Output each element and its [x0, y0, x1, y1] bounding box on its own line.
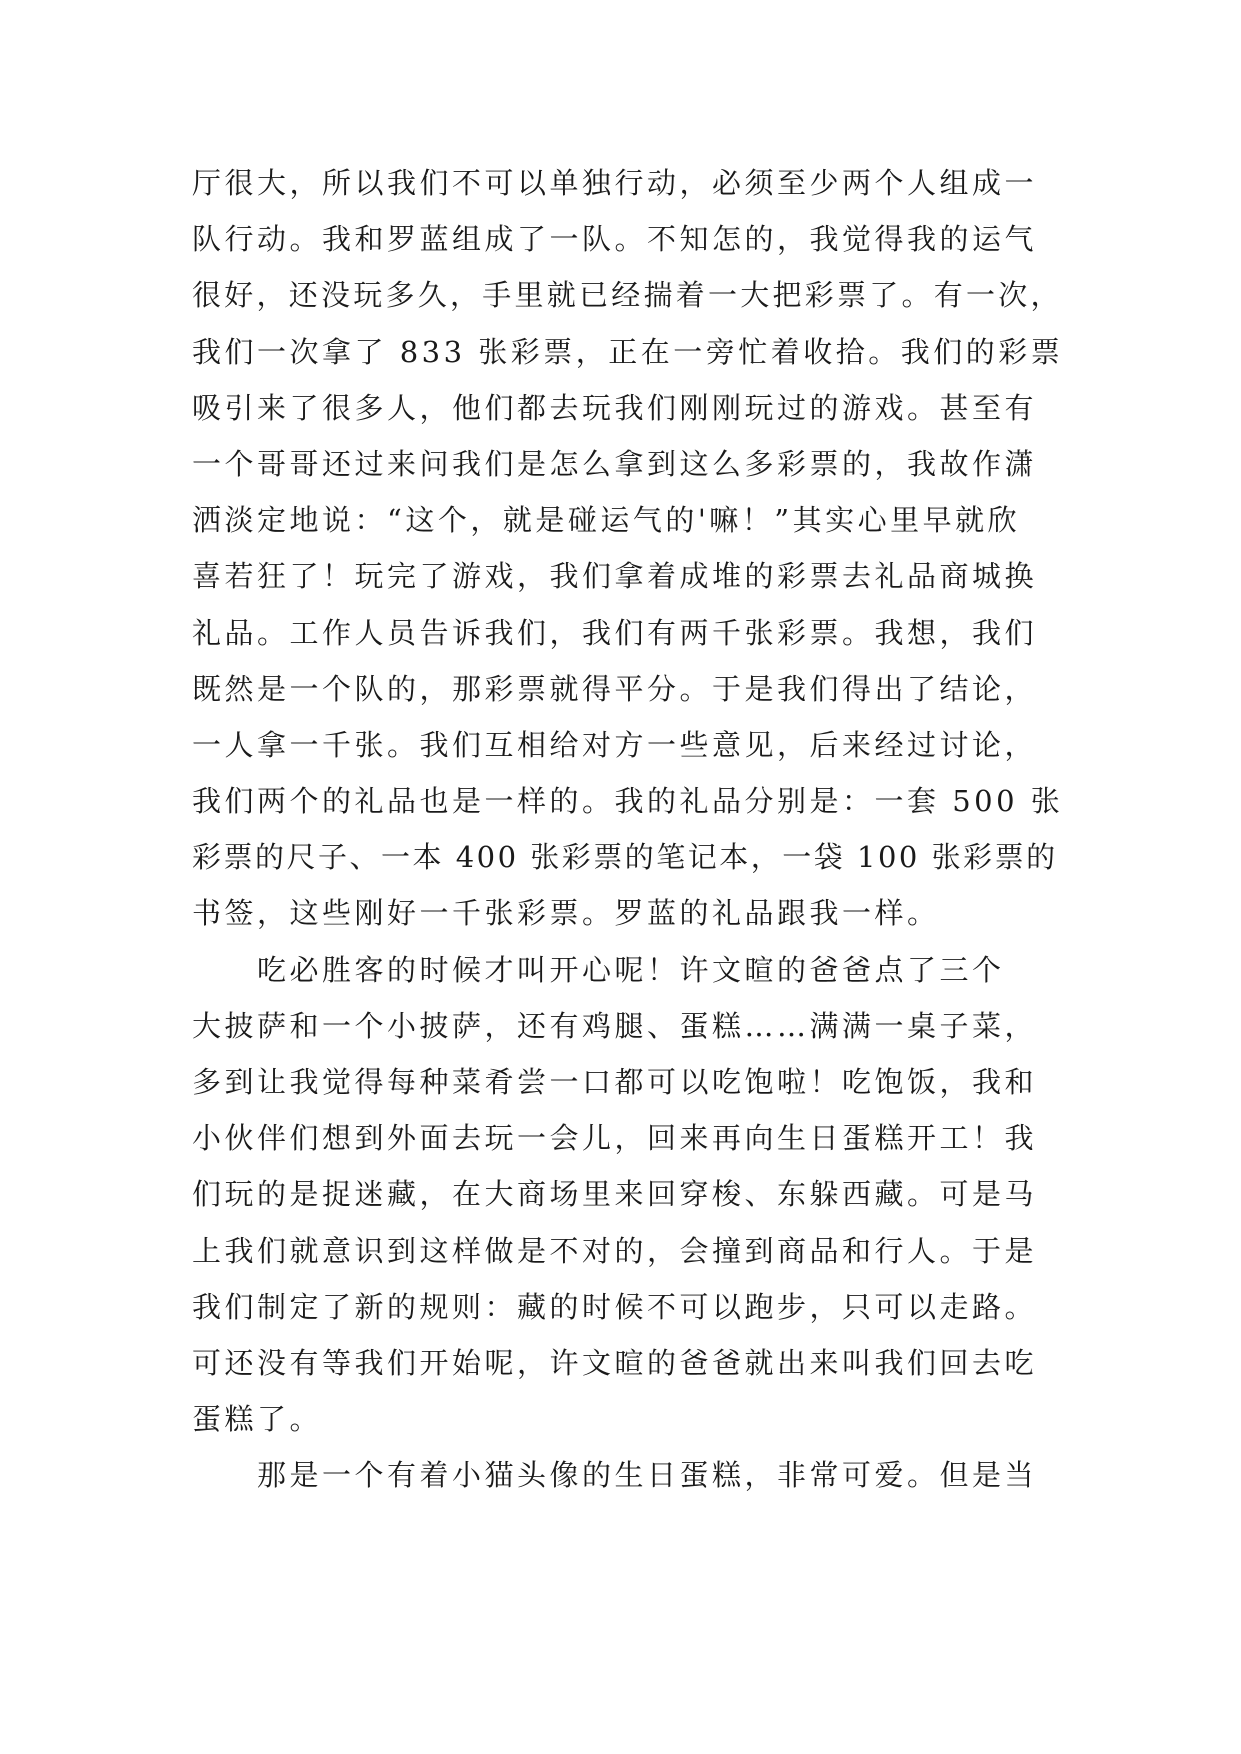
text-line: 我们一次拿了 833 张彩票，正在一旁忙着收拾。我们的彩票 [192, 334, 1064, 369]
text-line: 大披萨和一个小披萨，还有鸡腿、蛋糕……满满一桌子菜， [192, 1008, 1038, 1043]
text-line: 礼品。工作人员告诉我们，我们有两千张彩票。我想，我们 [192, 615, 1038, 650]
text-line: 们玩的是捉迷藏，在大商场里来回穿梭、东躲西藏。可是马 [192, 1177, 1038, 1212]
text-line: 一人拿一千张。我们互相给对方一些意见，后来经过讨论， [192, 727, 1038, 762]
paragraph-start-line: 吃必胜客的时候才叫开心呢！许文暄的爸爸点了三个 [192, 952, 1005, 987]
text-line: 喜若狂了！玩完了游戏，我们拿着成堆的彩票去礼品商城换 [192, 559, 1038, 594]
text-line: 既然是一个队的，那彩票就得平分。于是我们得出了结论， [192, 671, 1038, 706]
text-line: 吸引来了很多人，他们都去玩我们刚刚玩过的游戏。甚至有 [192, 390, 1038, 425]
text-line: 一个哥哥还过来问我们是怎么拿到这么多彩票的，我故作潇 [192, 446, 1038, 481]
text-line: 很好，还没玩多久，手里就已经揣着一大把彩票了。有一次， [192, 278, 1063, 313]
paragraph-start-line: 那是一个有着小猫头像的生日蛋糕，非常可爱。但是当 [192, 1458, 1038, 1493]
text-line: 蛋糕了。 [192, 1402, 323, 1437]
text-line: 可还没有等我们开始呢，许文暄的爸爸就出来叫我们回去吃 [192, 1345, 1038, 1380]
body-text [192, 155, 1064, 1504]
text-line: 厅很大，所以我们不可以单独行动，必须至少两个人组成一 [192, 166, 1038, 200]
text-line: 多到让我觉得每种菜肴尝一口都可以吃饱啦！吃饱饭，我和 [192, 1065, 1038, 1099]
text-line: 队行动。我和罗蓝组成了一队。不知怎的，我觉得我的运气 [192, 222, 1038, 257]
text-line: 小伙伴们想到外面去玩一会儿，回来再向生日蛋糕开工！我 [192, 1121, 1038, 1156]
text-line: 彩票的尺子、一本 400 张彩票的笔记本，一袋 100 张彩票的 [192, 840, 1058, 875]
text-line: 书签，这些刚好一千张彩票。罗蓝的礼品跟我一样。 [192, 896, 940, 931]
text-line: 我们制定了新的规则：藏的时候不可以跑步，只可以走路。 [192, 1289, 1038, 1324]
text-line: 我们两个的礼品也是一样的。我的礼品分别是：一套 500 张 [192, 784, 1064, 819]
text-line: 洒淡定地说：“这个，就是碰运气的'嘛！”其实心里早就欣 [192, 503, 1021, 538]
text-line: 上我们就意识到这样做是不对的，会撞到商品和行人。于是 [192, 1233, 1038, 1268]
